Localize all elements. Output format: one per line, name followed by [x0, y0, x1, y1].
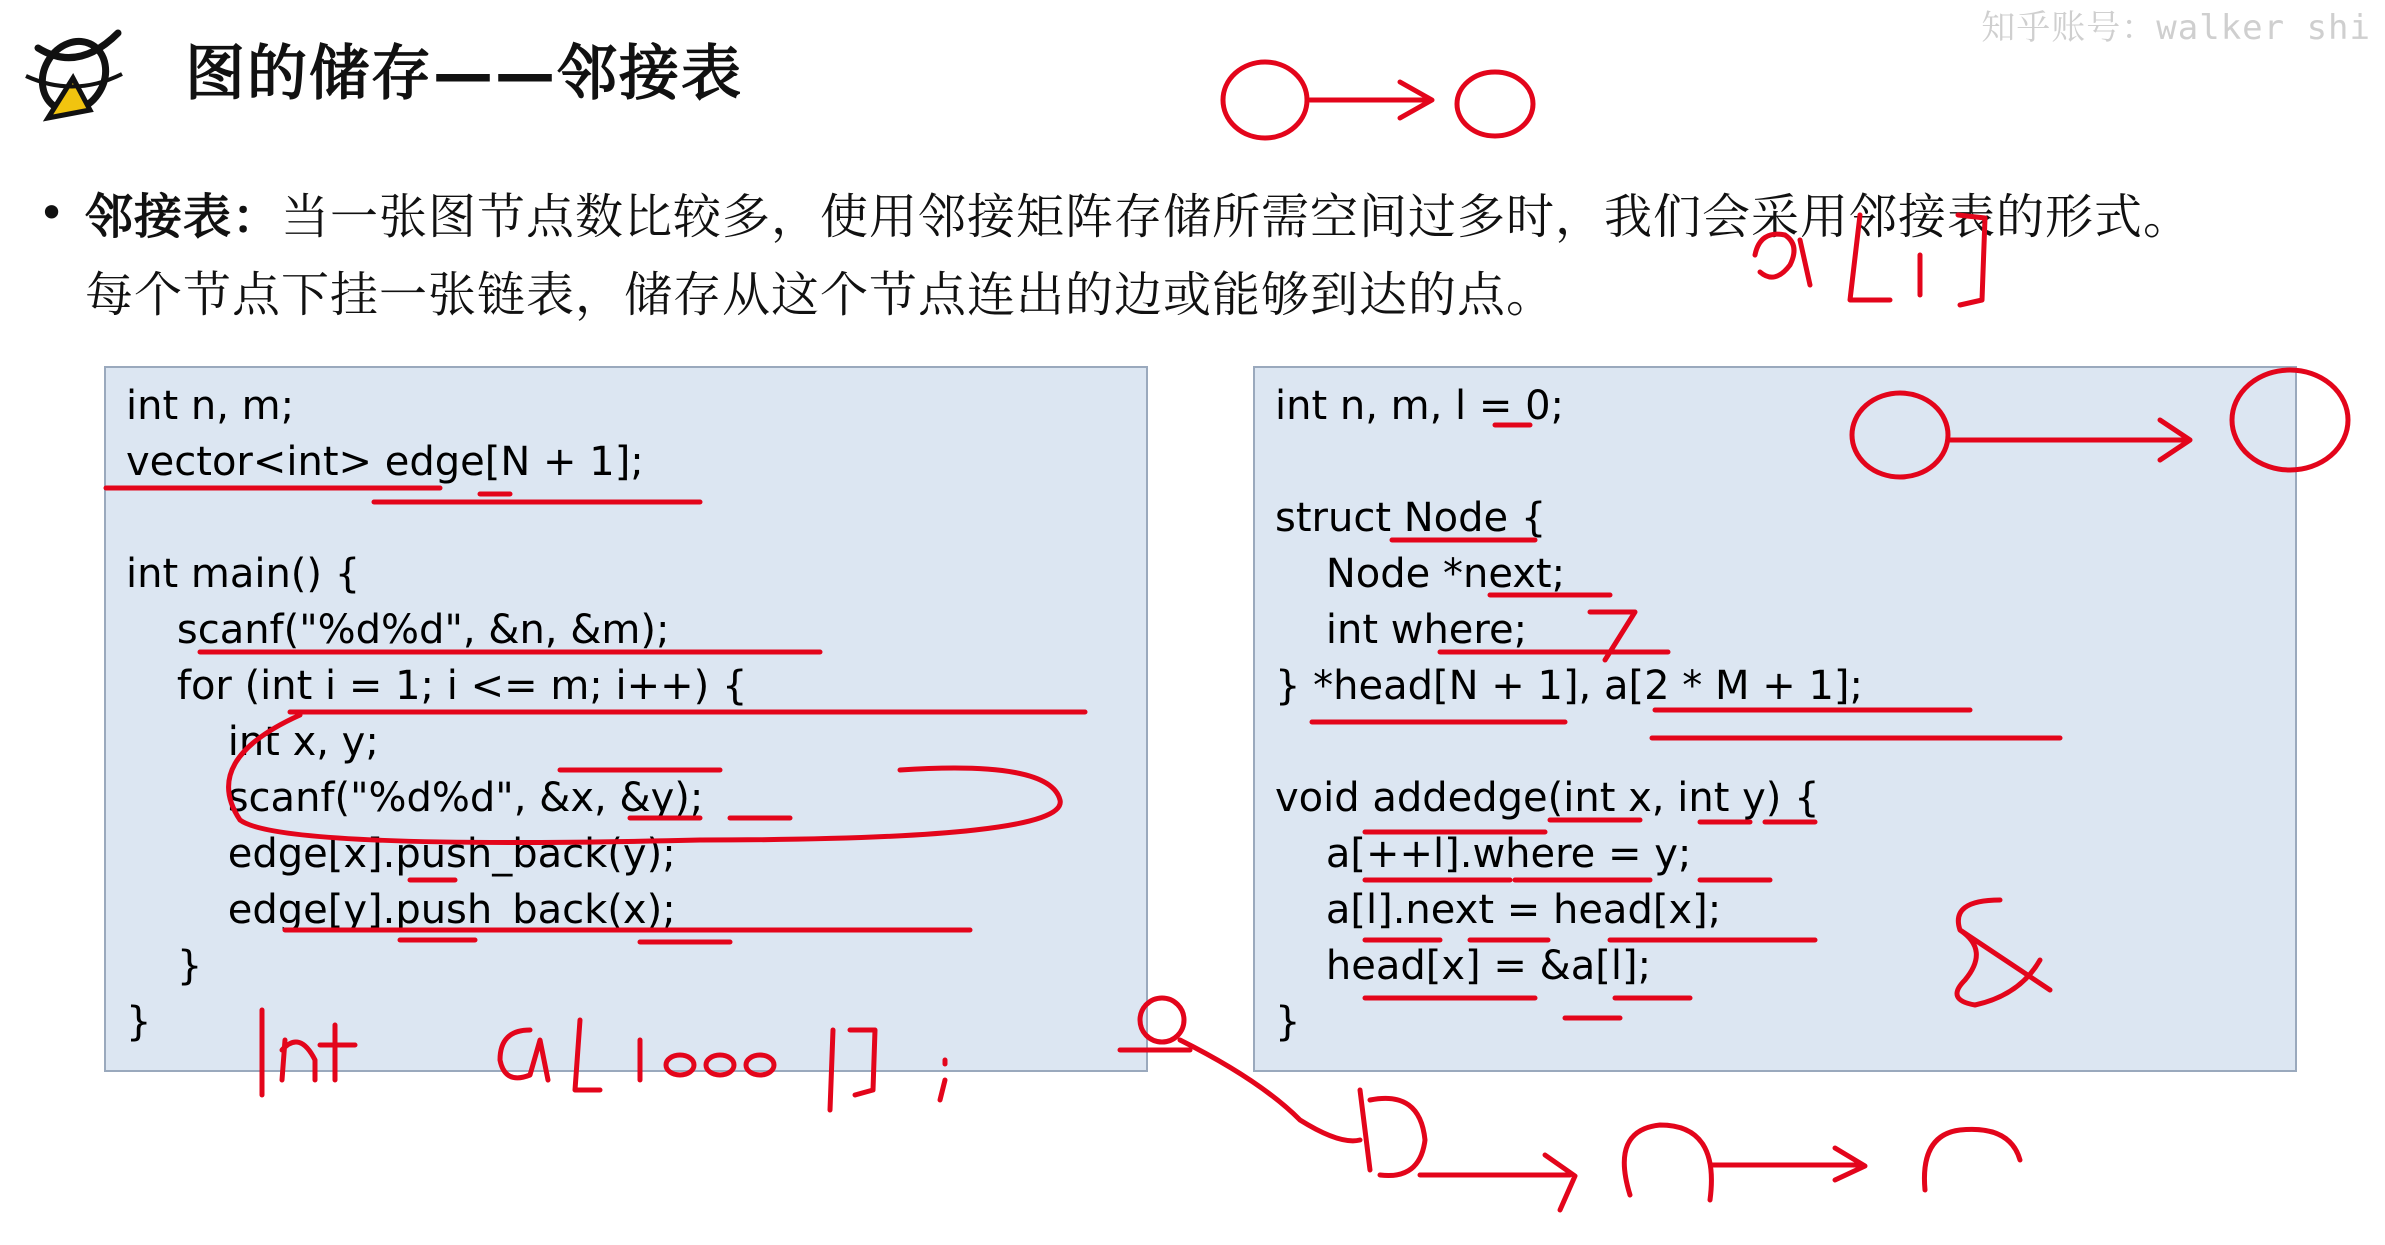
code-line: int n, m, l = 0;: [1275, 383, 1565, 429]
bullet-dot: •: [38, 186, 66, 240]
code-line: struct Node {: [1275, 495, 1547, 541]
code-line: int n, m;: [126, 383, 295, 429]
code-line: vector<int> edge[N + 1];: [126, 439, 644, 485]
code-line: int where;: [1275, 607, 1528, 653]
code-line: int x, y;: [126, 719, 379, 765]
code-line: } *head[N + 1], a[2 * M + 1];: [1275, 663, 1863, 709]
description-line-1: 当一张图节点数比较多，使用邻接矩阵存储所需空间过多时，我们会采用邻接表的形式。: [281, 189, 2193, 245]
code-line: scanf("%d%d", &x, &y);: [126, 775, 704, 821]
code-line: }: [126, 999, 152, 1045]
code-panel-vector: [104, 366, 1148, 1072]
code-panel-linked-list: [1253, 366, 2297, 1072]
term-label: 邻接表：: [85, 189, 282, 245]
page-title: 图的储存——邻接表: [185, 39, 743, 109]
code-line: head[x] = &a[l];: [1275, 943, 1652, 989]
watermark: 知乎账号：walker shi: [1981, 8, 2371, 48]
code-line: a[l].next = head[x];: [1275, 887, 1722, 933]
code-line: }: [1275, 999, 1301, 1045]
description-line-2: 每个节点下挂一张链表，储存从这个节点连出的边或能够到达的点。: [85, 267, 1556, 323]
code-line: Node *next;: [1275, 551, 1566, 597]
code-line: edge[y].push_back(x);: [126, 887, 676, 933]
code-line: edge[x].push_back(y);: [126, 831, 676, 877]
code-line: scanf("%d%d", &n, &m);: [126, 607, 670, 653]
code-line: void addedge(int x, int y) {: [1275, 775, 1820, 821]
code-line: a[++l].where = y;: [1275, 831, 1692, 877]
node-arrow-sketch-top: [1223, 62, 1533, 138]
code-line: }: [126, 943, 203, 989]
code-line: for (int i = 1; i <= m; i++) {: [126, 663, 748, 709]
code-line: int main() {: [126, 551, 361, 597]
description-paragraph: [85, 178, 2365, 334]
logo-icon: [18, 18, 130, 130]
